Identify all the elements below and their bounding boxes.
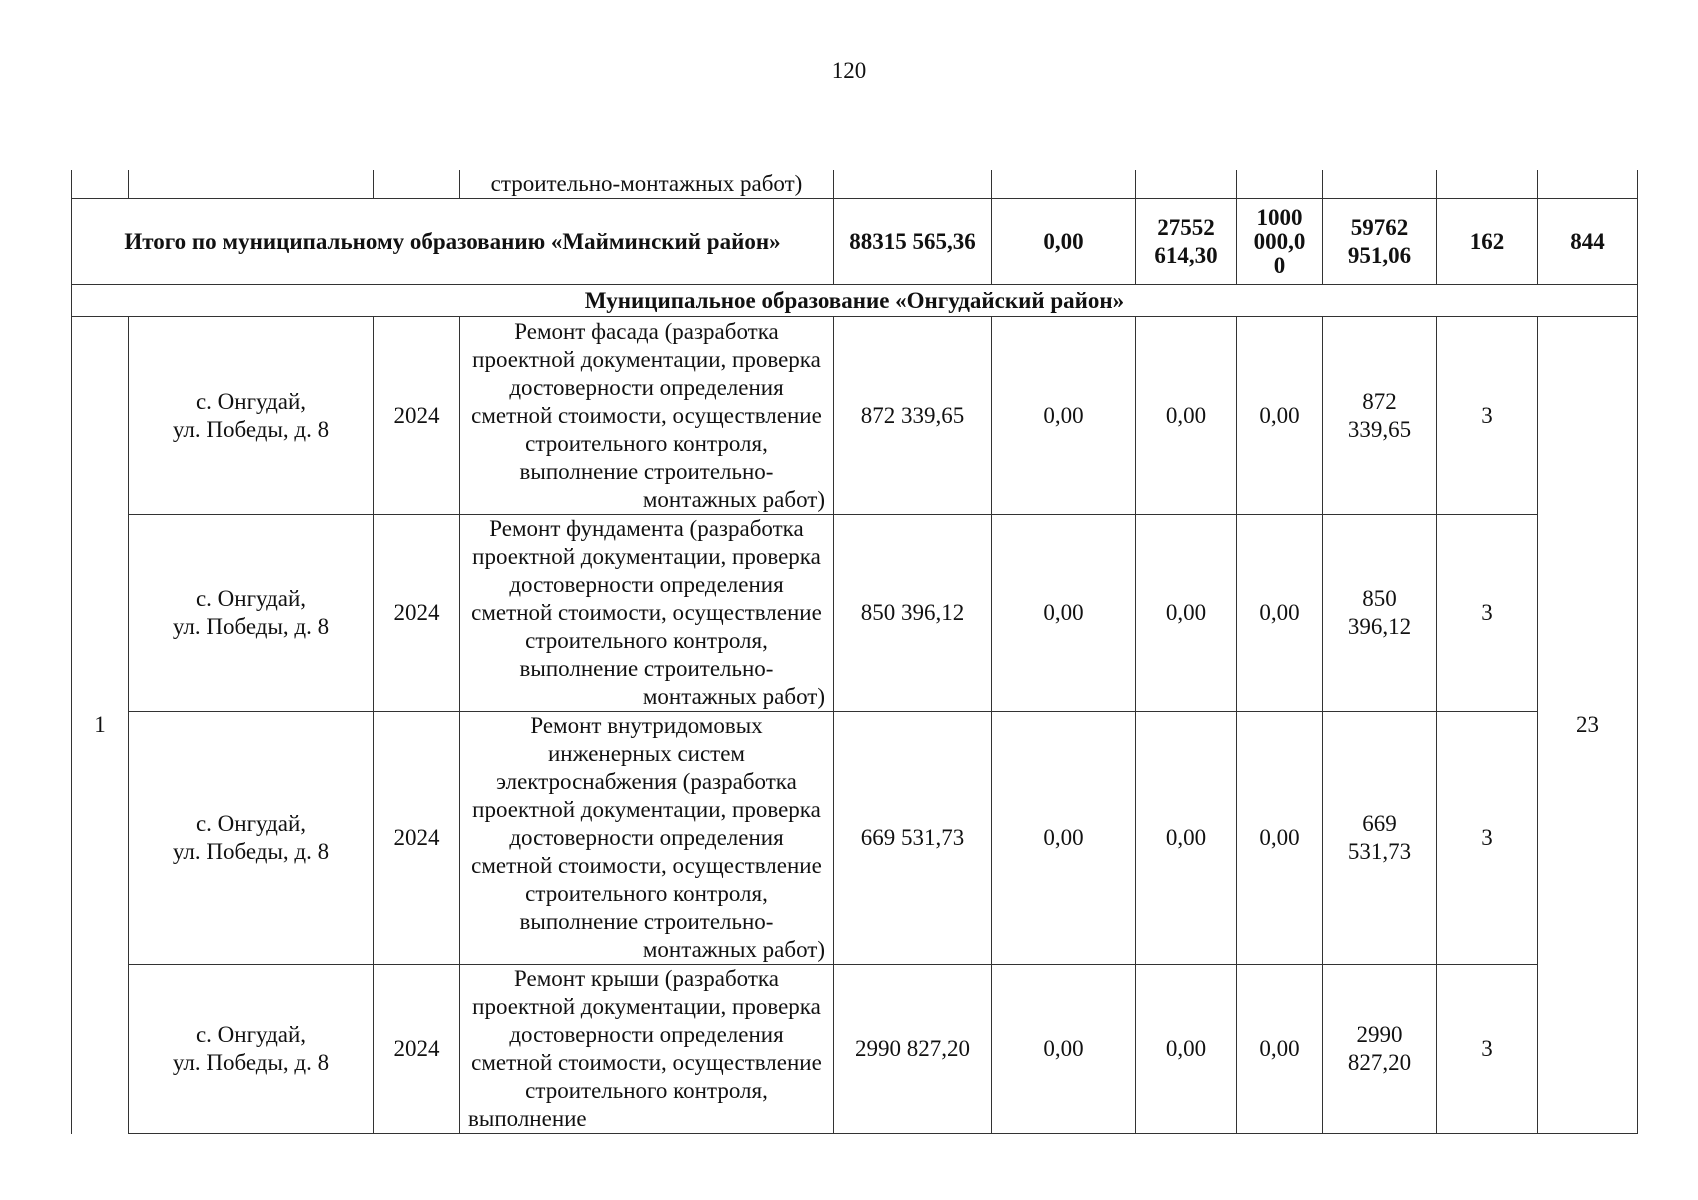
repair-program-table bbox=[71, 170, 1638, 1134]
cell-empty bbox=[72, 170, 129, 199]
address: с. Онгудай, ул. Победы, д. 8 bbox=[129, 712, 374, 965]
address: с. Онгудай, ул. Победы, д. 8 bbox=[129, 317, 374, 515]
works-description: Ремонт крыши (разработка проектной документации, проверка достоверности определения сметной стоимости, осуществление строительного контроля, выполнение bbox=[460, 965, 834, 1134]
cell-empty bbox=[834, 170, 992, 199]
total-cost: 88315 565,36 bbox=[834, 199, 992, 285]
fund-amount: 0,00 bbox=[992, 317, 1136, 515]
local-amount: 0,00 bbox=[1237, 515, 1323, 712]
cell-empty bbox=[1323, 170, 1437, 199]
total-local: 1000 000,0 0 bbox=[1237, 199, 1323, 285]
owners-amount: 2990 827,20 bbox=[1323, 965, 1437, 1134]
count: 3 bbox=[1437, 515, 1538, 712]
owners-amount: 850 396,12 bbox=[1323, 515, 1437, 712]
local-amount: 0,00 bbox=[1237, 965, 1323, 1134]
total-cost: 669 531,73 bbox=[834, 712, 992, 965]
total-row bbox=[72, 199, 1638, 285]
year: 2024 bbox=[374, 515, 460, 712]
year: 2024 bbox=[374, 317, 460, 515]
cell-empty bbox=[1237, 170, 1323, 199]
address: с. Онгудай, ул. Победы, д. 8 bbox=[129, 965, 374, 1134]
region-amount: 0,00 bbox=[1136, 515, 1237, 712]
year: 2024 bbox=[374, 712, 460, 965]
section-row bbox=[72, 285, 1638, 317]
region-amount: 0,00 bbox=[1136, 317, 1237, 515]
works-fragment: строительно-монтажных работ) bbox=[460, 170, 834, 199]
continuation-row bbox=[72, 170, 1638, 199]
count: 3 bbox=[1437, 317, 1538, 515]
count: 3 bbox=[1437, 712, 1538, 965]
total-cost: 850 396,12 bbox=[834, 515, 992, 712]
section-title: Муниципальное образование «Онгудайский район» bbox=[72, 285, 1638, 317]
total-label: Итого по муниципальному образованию «Майминский район» bbox=[72, 199, 834, 285]
cell-empty bbox=[1437, 170, 1538, 199]
year: 2024 bbox=[374, 965, 460, 1134]
cell-empty bbox=[992, 170, 1136, 199]
total-count: 162 bbox=[1437, 199, 1538, 285]
total-cost: 2990 827,20 bbox=[834, 965, 992, 1134]
region-amount: 0,00 bbox=[1136, 965, 1237, 1134]
cell-empty bbox=[1538, 170, 1638, 199]
table-row bbox=[72, 515, 1638, 712]
page-number: 120 bbox=[831, 58, 867, 83]
table-row bbox=[72, 317, 1638, 515]
fund-amount: 0,00 bbox=[992, 712, 1136, 965]
owners-amount: 669 531,73 bbox=[1323, 712, 1437, 965]
table-row bbox=[72, 965, 1638, 1134]
cell-empty bbox=[129, 170, 374, 199]
total-fund: 0,00 bbox=[992, 199, 1136, 285]
total-area: 844 bbox=[1538, 199, 1638, 285]
local-amount: 0,00 bbox=[1237, 712, 1323, 965]
region-amount: 0,00 bbox=[1136, 712, 1237, 965]
owners-amount: 872 339,65 bbox=[1323, 317, 1437, 515]
table-row bbox=[72, 712, 1638, 965]
total-cost: 872 339,65 bbox=[834, 317, 992, 515]
cell-empty bbox=[1136, 170, 1237, 199]
fund-amount: 0,00 bbox=[992, 515, 1136, 712]
local-amount: 0,00 bbox=[1237, 317, 1323, 515]
cell-empty bbox=[374, 170, 460, 199]
total-owners: 59762 951,06 bbox=[1323, 199, 1437, 285]
works-description: Ремонт фасада (разработка проектной документации, проверка достоверности определения сметной стоимости, осуществление строительного контроля, выполнение строительно-монтажных работ) bbox=[460, 317, 834, 515]
works-description: Ремонт фундамента (разработка проектной документации, проверка достоверности определения сметной стоимости, осуществление строительного контроля, выполнение строительно-монтажных работ) bbox=[460, 515, 834, 712]
count: 3 bbox=[1437, 965, 1538, 1134]
group-number: 1 bbox=[72, 317, 129, 1134]
fund-amount: 0,00 bbox=[992, 965, 1136, 1134]
total-region: 27552 614,30 bbox=[1136, 199, 1237, 285]
address: с. Онгудай, ул. Победы, д. 8 bbox=[129, 515, 374, 712]
group-total: 23 bbox=[1538, 317, 1638, 1134]
works-description: Ремонт внутридомовых инженерных систем электроснабжения (разработка проектной документации, проверка достоверности определения сметной стоимости, осуществление строительного контроля, выполнение строительно-монтажных работ) bbox=[460, 712, 834, 965]
